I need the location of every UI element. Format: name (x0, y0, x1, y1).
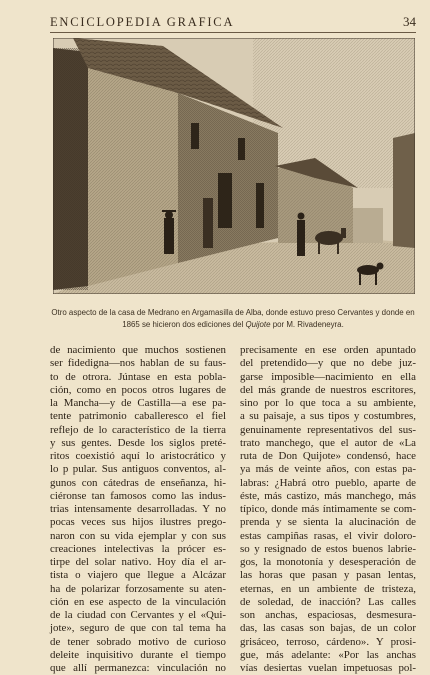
header-rule (50, 32, 416, 33)
text-line: lo p pular. Sus antiguos conventos, al- (50, 463, 226, 476)
text-line: de tener sobrado motivo de curioso (50, 635, 226, 648)
text-line: estas campiñas rasas, el vivir doloro- (240, 529, 416, 542)
text-line: gue, más adelante: «Por las anchas (240, 648, 416, 661)
text-line: pocas veces sus hijos ilustres prego- (50, 516, 226, 529)
text-line: de nacimiento que muchos sostienen (50, 344, 226, 356)
text-line: y sus gentes. Desde los siglos preté- (50, 436, 226, 449)
text-line: labras: ¿Habrá otro pueblo, aparte de (240, 476, 416, 489)
text-column-left (50, 344, 226, 675)
text-line: éste, más castizo, más manchego, más (240, 489, 416, 502)
text-line: trato manchego, que el autor de «La (240, 436, 416, 449)
text-line: ya más de veinte años, con estas pa- (240, 463, 416, 476)
figure-caption (46, 307, 420, 330)
text-column-right (240, 344, 416, 675)
street-scene-engraving (53, 38, 415, 294)
text-line: típico, donde más íntimamente se com- (240, 503, 416, 515)
text-line: eternas, en un ambiente de tristeza, (240, 582, 416, 595)
text-line: deleite inquisitivo durante el tiempo (50, 648, 226, 661)
text-line: sino por lo que toca a su ambiente, (240, 397, 416, 409)
page-header (50, 12, 416, 30)
text-line: las horas que pasan y pasan lentas, (240, 569, 416, 582)
text-line: ritos coexistió aquí lo aristocrático y (50, 450, 226, 462)
engraving-illustration (53, 38, 415, 294)
text-line: tista o viajero que llegue a Alcázar (50, 569, 226, 582)
text-line: ción en ese aspecto de la vinculación (50, 595, 226, 608)
text-line: ciéronse tan famosos como las indus- (50, 489, 226, 502)
text-line: de soledad, de inacción? Las calles (240, 595, 416, 608)
text-line: de la ciudad con Cervantes y el «Qui- (50, 609, 226, 621)
text-line: gos, la monotonía y desesperación de (240, 556, 416, 568)
page-number: 34 (403, 14, 416, 29)
text-line: creaciones intelectivas la prócer es- (50, 542, 226, 555)
text-line: tirpe del solar nativo. Hoy día el ar- (50, 556, 226, 568)
text-line: a su paisaje, a sus tipos y costumbres, (240, 410, 416, 423)
text-line: genuinamente representativos del sus- (240, 423, 416, 436)
text-line: das, las casas son bajas, de un color (240, 622, 416, 635)
text-line: ruta de Don Quijote» condensó, hace (240, 450, 416, 462)
text-line: precisamente en ese orden apuntado (240, 344, 416, 356)
text-line: del más grande de nuestros escritores, (240, 383, 416, 396)
text-line: la Mancha—y de Castilla—a ese pa- (50, 397, 226, 409)
text-line: naron con su vida ejemplar y con sus (50, 529, 226, 542)
text-line: so y resignado de estos buenos labrie- (240, 542, 416, 555)
text-line: ción, como en pocos otros lugares de (50, 383, 226, 396)
text-line: ser fidedigna—nos hablan de su faus- (50, 357, 226, 370)
text-line: que allí permanezca: vinculación no (50, 662, 226, 674)
text-line: gunos con cátedras de enseñanza, hi- (50, 476, 226, 489)
text-line: tente patrimonio caballeresco el fiel (50, 410, 226, 423)
text-line: grisáceo, terroso, cárdeno». Y prosi- (240, 635, 416, 648)
text-line: jote», seguro de que con tal tema ha (50, 622, 226, 635)
running-title: ENCICLOPEDIA GRAFICA (50, 15, 235, 29)
text-line: vías desiertas vuelan impetuosas pol- (240, 662, 416, 674)
caption-credit: por M. Rivadeneyra. (272, 319, 344, 329)
text-line: del pretendido—y que no debe juz- (240, 357, 416, 370)
text-line: reflejo de lo característico de la tierra (50, 423, 226, 436)
caption-work-title: Quijote (245, 319, 271, 329)
text-line: ha de polarizar forzosamente su aten- (50, 582, 226, 595)
text-line: to de otrora. Júntase en esta pobla- (50, 370, 226, 383)
text-line: son anchas, espaciosas, desmesura- (240, 609, 416, 621)
text-line: garse imposible—nacimiento en ella (240, 370, 416, 383)
caption-text: Otro aspecto de la casa de Medrano en Argamasilla de Alba, donde estuvo preso Cervantes y donde en 1865 se hicieron dos ediciones del (51, 308, 415, 329)
text-line: trias intensamente desarrolladas. Y no (50, 503, 226, 515)
text-line: prenda y se sienta la alucinación de (240, 516, 416, 529)
